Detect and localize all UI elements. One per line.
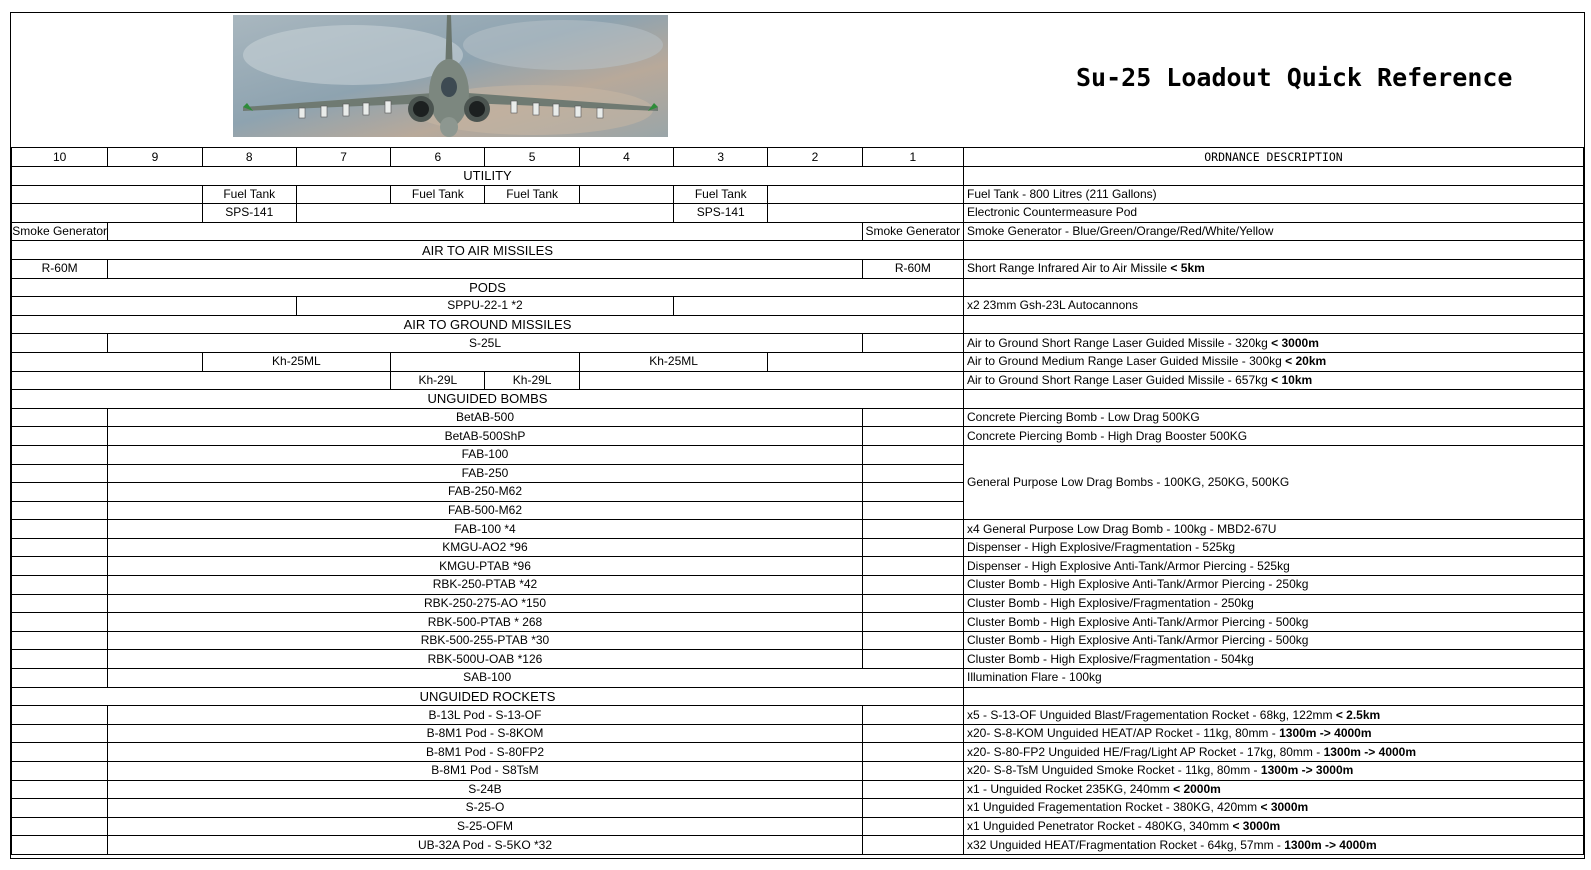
section-row-bombs bbox=[12, 390, 1584, 409]
ordnance-description: x4 General Purpose Low Drag Bomb - 100kg - MBD2-67U bbox=[963, 520, 1583, 539]
station-cell: KMGU-PTAB *96 bbox=[108, 557, 862, 576]
section-row-a2a bbox=[12, 241, 1584, 260]
ordnance-description: x1 Unguided Fragementation Rocket - 380KG, 420mm < 3000m bbox=[963, 799, 1583, 818]
ordnance-description: Cluster Bomb - High Explosive Anti-Tank/Armor Piercing - 250kg bbox=[963, 576, 1583, 595]
ordnance-description: Cluster Bomb - High Explosive/Fragmentation - 250kg bbox=[963, 594, 1583, 613]
ordnance-description: x2 23mm Gsh-23L Autocannons bbox=[963, 297, 1583, 316]
section-label: UNGUIDED BOMBS bbox=[12, 390, 964, 409]
aircraft-image bbox=[233, 15, 668, 137]
station-header: 1 bbox=[862, 148, 963, 167]
loadout-row-smoke bbox=[12, 222, 1584, 241]
loadout-row-s25l bbox=[12, 334, 1584, 353]
loadout-row-rocket bbox=[12, 780, 1584, 799]
section-row-pods bbox=[12, 278, 1584, 297]
loadout-row-fuel-tank bbox=[12, 185, 1584, 204]
station-cell: Kh-25ML bbox=[579, 352, 768, 371]
ordnance-description: Air to Ground Short Range Laser Guided Missile - 320kg < 3000m bbox=[963, 334, 1583, 353]
loadout-row-sps bbox=[12, 204, 1584, 223]
loadout-row-sppu bbox=[12, 297, 1584, 316]
ordnance-description: Air to Ground Short Range Laser Guided Missile - 657kg < 10km bbox=[963, 371, 1583, 390]
station-cell: R-60M bbox=[12, 259, 108, 278]
ordnance-description: Air to Ground Medium Range Laser Guided Missile - 300kg < 20km bbox=[963, 352, 1583, 371]
loadout-row-bomb bbox=[12, 538, 1584, 557]
ordnance-description: Concrete Piercing Bomb - Low Drag 500KG bbox=[963, 408, 1583, 427]
ordnance-description: Cluster Bomb - High Explosive/Fragmentation - 504kg bbox=[963, 650, 1583, 669]
station-cell: SAB-100 bbox=[108, 669, 964, 688]
station-cell: S-25-OFM bbox=[108, 817, 862, 836]
station-cell: RBK-500-255-PTAB *30 bbox=[108, 631, 862, 650]
loadout-row-rocket bbox=[12, 817, 1584, 836]
ordnance-description: Illumination Flare - 100kg bbox=[963, 669, 1583, 688]
station-cell: FAB-500-M62 bbox=[108, 501, 862, 520]
loadout-row-rocket bbox=[12, 762, 1584, 781]
ordnance-description: Smoke Generator - Blue/Green/Orange/Red/White/Yellow bbox=[963, 222, 1583, 241]
ordnance-description: x20- S-80-FP2 Unguided HE/Frag/Light AP Rocket - 17kg, 80mm - 1300m -> 4000m bbox=[963, 743, 1583, 762]
station-cell: Fuel Tank bbox=[674, 185, 768, 204]
loadout-row-kh25ml bbox=[12, 352, 1584, 371]
ordnance-description: x20- S-8-KOM Unguided HEAT/AP Rocket - 11kg, 80mm - 1300m -> 4000m bbox=[963, 724, 1583, 743]
station-cell: Smoke Generator bbox=[12, 222, 108, 241]
station-cell: FAB-250 bbox=[108, 464, 862, 483]
station-cell: Fuel Tank bbox=[202, 185, 296, 204]
loadout-row-bomb bbox=[12, 408, 1584, 427]
ordnance-description: x1 Unguided Penetrator Rocket - 480KG, 340mm < 3000m bbox=[963, 817, 1583, 836]
loadout-row-bomb bbox=[12, 594, 1584, 613]
station-cell: RBK-250-275-AO *150 bbox=[108, 594, 862, 613]
section-row-rockets bbox=[12, 687, 1584, 706]
station-cell: S-24B bbox=[108, 780, 862, 799]
loadout-row-kh29l bbox=[12, 371, 1584, 390]
ordnance-description-header: ORDNANCE DESCRIPTION bbox=[963, 148, 1583, 167]
station-cell: KMGU-AO2 *96 bbox=[108, 538, 862, 557]
station-cell: Fuel Tank bbox=[391, 185, 485, 204]
station-cell: SPS-141 bbox=[674, 204, 768, 223]
loadout-row-rocket bbox=[12, 724, 1584, 743]
loadout-row-sab bbox=[12, 669, 1584, 688]
station-cell: B-13L Pod - S-13-OF bbox=[108, 706, 862, 725]
station-cell: RBK-250-PTAB *42 bbox=[108, 576, 862, 595]
loadout-row-rocket bbox=[12, 836, 1584, 855]
station-cell: Kh-25ML bbox=[202, 352, 391, 371]
station-header: 6 bbox=[391, 148, 485, 167]
section-label: UNGUIDED ROCKETS bbox=[12, 687, 964, 706]
station-cell: B-8M1 Pod - S-80FP2 bbox=[108, 743, 862, 762]
station-cell: SPPU-22-1 *2 bbox=[296, 297, 673, 316]
loadout-row-rocket bbox=[12, 799, 1584, 818]
loadout-row-rocket bbox=[12, 706, 1584, 725]
ordnance-description: Electronic Countermeasure Pod bbox=[963, 204, 1583, 223]
loadout-table bbox=[11, 147, 1584, 855]
ordnance-description: x5 - S-13-OF Unguided Blast/Fragementation Rocket - 68kg, 122mm < 2.5km bbox=[963, 706, 1583, 725]
loadout-row-bomb bbox=[12, 445, 1584, 464]
loadout-row-bomb bbox=[12, 631, 1584, 650]
station-cell: FAB-250-M62 bbox=[108, 483, 862, 502]
loadout-row-r60m bbox=[12, 259, 1584, 278]
station-header: 9 bbox=[108, 148, 202, 167]
station-cell: S-25-O bbox=[108, 799, 862, 818]
loadout-row-bomb bbox=[12, 650, 1584, 669]
ordnance-description: General Purpose Low Drag Bombs - 100KG, 250KG, 500KG bbox=[963, 445, 1583, 519]
station-cell: RBK-500U-OAB *126 bbox=[108, 650, 862, 669]
ordnance-description: Short Range Infrared Air to Air Missile < 5km bbox=[963, 259, 1583, 278]
ordnance-description: Concrete Piercing Bomb - High Drag Booster 500KG bbox=[963, 427, 1583, 446]
station-cell: S-25L bbox=[108, 334, 862, 353]
loadout-row-bomb bbox=[12, 520, 1584, 539]
ordnance-description: Fuel Tank - 800 Litres (211 Gallons) bbox=[963, 185, 1583, 204]
loadout-row-bomb bbox=[12, 557, 1584, 576]
section-label: PODS bbox=[12, 278, 964, 297]
page-title: Su-25 Loadout Quick Reference bbox=[1076, 63, 1513, 92]
sheet-header bbox=[11, 13, 1584, 149]
station-cell: B-8M1 Pod - S8TsM bbox=[108, 762, 862, 781]
ordnance-description: x20- S-8-TsM Unguided Smoke Rocket - 11kg, 80mm - 1300m -> 3000m bbox=[963, 762, 1583, 781]
station-cell: Kh-29L bbox=[391, 371, 485, 390]
station-cell: B-8M1 Pod - S-8KOM bbox=[108, 724, 862, 743]
station-header-row bbox=[12, 148, 1584, 167]
station-header: 3 bbox=[674, 148, 768, 167]
ordnance-description: Dispenser - High Explosive Anti-Tank/Armor Piercing - 525kg bbox=[963, 557, 1583, 576]
section-label: AIR TO AIR MISSILES bbox=[12, 241, 964, 260]
section-row-a2g bbox=[12, 315, 1584, 334]
station-cell: Smoke Generator bbox=[862, 222, 963, 241]
ordnance-description: x1 - Unguided Rocket 235KG, 240mm < 2000m bbox=[963, 780, 1583, 799]
section-label: UTILITY bbox=[12, 167, 964, 186]
station-cell: BetAB-500 bbox=[108, 408, 862, 427]
station-cell: BetAB-500ShP bbox=[108, 427, 862, 446]
station-cell: Fuel Tank bbox=[485, 185, 579, 204]
loadout-row-bomb bbox=[12, 427, 1584, 446]
station-cell: UB-32A Pod - S-5KO *32 bbox=[108, 836, 862, 855]
loadout-sheet bbox=[10, 12, 1585, 859]
station-header: 7 bbox=[296, 148, 390, 167]
loadout-row-bomb bbox=[12, 613, 1584, 632]
station-header: 2 bbox=[768, 148, 862, 167]
station-cell: R-60M bbox=[862, 259, 963, 278]
station-cell: SPS-141 bbox=[202, 204, 296, 223]
station-header: 5 bbox=[485, 148, 579, 167]
ordnance-description: Cluster Bomb - High Explosive Anti-Tank/Armor Piercing - 500kg bbox=[963, 631, 1583, 650]
station-cell: FAB-100 *4 bbox=[108, 520, 862, 539]
station-cell: FAB-100 bbox=[108, 445, 862, 464]
ordnance-description: Dispenser - High Explosive/Fragmentation - 525kg bbox=[963, 538, 1583, 557]
loadout-row-rocket bbox=[12, 743, 1584, 762]
station-header: 8 bbox=[202, 148, 296, 167]
loadout-row-bomb bbox=[12, 576, 1584, 595]
station-cell: Kh-29L bbox=[485, 371, 579, 390]
section-row-utility bbox=[12, 167, 1584, 186]
station-header: 10 bbox=[12, 148, 108, 167]
section-label: AIR TO GROUND MISSILES bbox=[12, 315, 964, 334]
station-cell: RBK-500-PTAB * 268 bbox=[108, 613, 862, 632]
ordnance-description: x32 Unguided HEAT/Fragmentation Rocket - 64kg, 57mm - 1300m -> 4000m bbox=[963, 836, 1583, 855]
ordnance-description: Cluster Bomb - High Explosive Anti-Tank/Armor Piercing - 500kg bbox=[963, 613, 1583, 632]
station-header: 4 bbox=[579, 148, 673, 167]
